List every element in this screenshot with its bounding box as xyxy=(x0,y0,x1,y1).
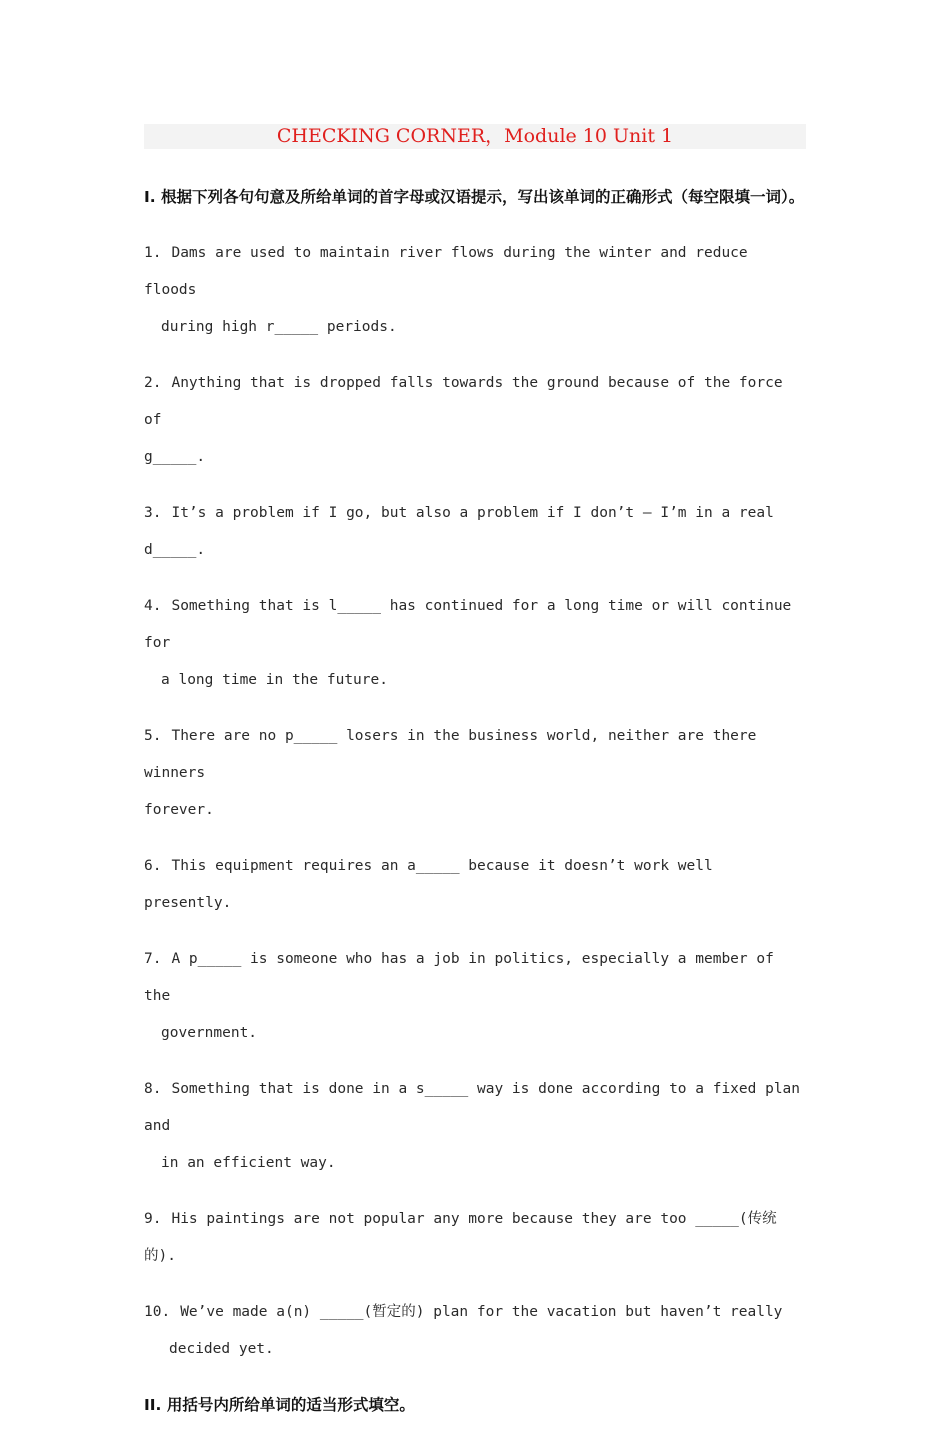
question-number: 1. xyxy=(144,245,162,261)
question-item xyxy=(144,941,806,1052)
section-1-heading: I. 根据下列各句句意及所给单词的首字母或汉语提示，写出该单词的正确形式（每空限填一词）。 xyxy=(144,188,805,206)
question-text-cont: forever. xyxy=(144,802,214,818)
question-number: 7. xyxy=(144,951,162,967)
question-item xyxy=(144,495,806,569)
question-number: 9. xyxy=(144,1211,162,1227)
question-text: There are no p_____ losers in the business world, neither are there winners xyxy=(144,728,757,781)
question-text-cont: decided yet. xyxy=(169,1341,274,1357)
question-text: His paintings are not popular any more because they are too _____(传统的). xyxy=(144,1211,777,1264)
question-item xyxy=(144,1201,806,1275)
question-text: Anything that is dropped falls towards the ground because of the force of xyxy=(144,375,783,428)
question-text: Something that is done in a s_____ way is done according to a fixed plan and xyxy=(144,1081,801,1134)
question-number: 3. xyxy=(144,505,162,521)
question-item xyxy=(144,588,806,699)
question-text: We’ve made a(n) _____(暂定的) plan for the vacation but haven’t really xyxy=(180,1304,783,1320)
question-number: 10. xyxy=(144,1304,171,1320)
question-text-cont: in an efficient way. xyxy=(161,1155,336,1171)
question-text-cont: g_____. xyxy=(144,449,206,465)
question-item xyxy=(144,1294,806,1368)
question-number: 2. xyxy=(144,375,162,391)
question-item xyxy=(144,365,806,476)
section-2-heading: II. 用括号内所给单词的适当形式填空。 xyxy=(144,1396,415,1414)
question-text: This equipment requires an a_____ because it doesn’t work well presently. xyxy=(144,858,713,911)
question-item xyxy=(144,848,806,922)
question-text-cont: a long time in the future. xyxy=(161,672,388,688)
question-text-cont: during high r_____ periods. xyxy=(161,319,397,335)
question-number: 5. xyxy=(144,728,162,744)
question-item xyxy=(144,718,806,829)
question-text: Something that is l_____ has continued for a long time or will continue for xyxy=(144,598,792,651)
question-text: It’s a problem if I go, but also a problem if I don’t — I’m in a real xyxy=(171,505,774,521)
question-number: 4. xyxy=(144,598,162,614)
question-item xyxy=(144,235,806,346)
document-title: CHECKING CORNER，Module 10 Unit 1 xyxy=(276,125,674,147)
question-text-cont: government. xyxy=(161,1025,258,1041)
question-list xyxy=(144,235,806,1368)
title-bar xyxy=(144,124,806,149)
question-text: Dams are used to maintain river flows during the winter and reduce floods xyxy=(144,245,748,298)
document-page xyxy=(144,124,806,1443)
question-text: A p_____ is someone who has a job in politics, especially a member of the xyxy=(144,951,774,1004)
question-number: 8. xyxy=(144,1081,162,1097)
question-number: 6. xyxy=(144,858,162,874)
question-text-cont: d_____. xyxy=(144,542,206,558)
question-item xyxy=(144,1071,806,1182)
